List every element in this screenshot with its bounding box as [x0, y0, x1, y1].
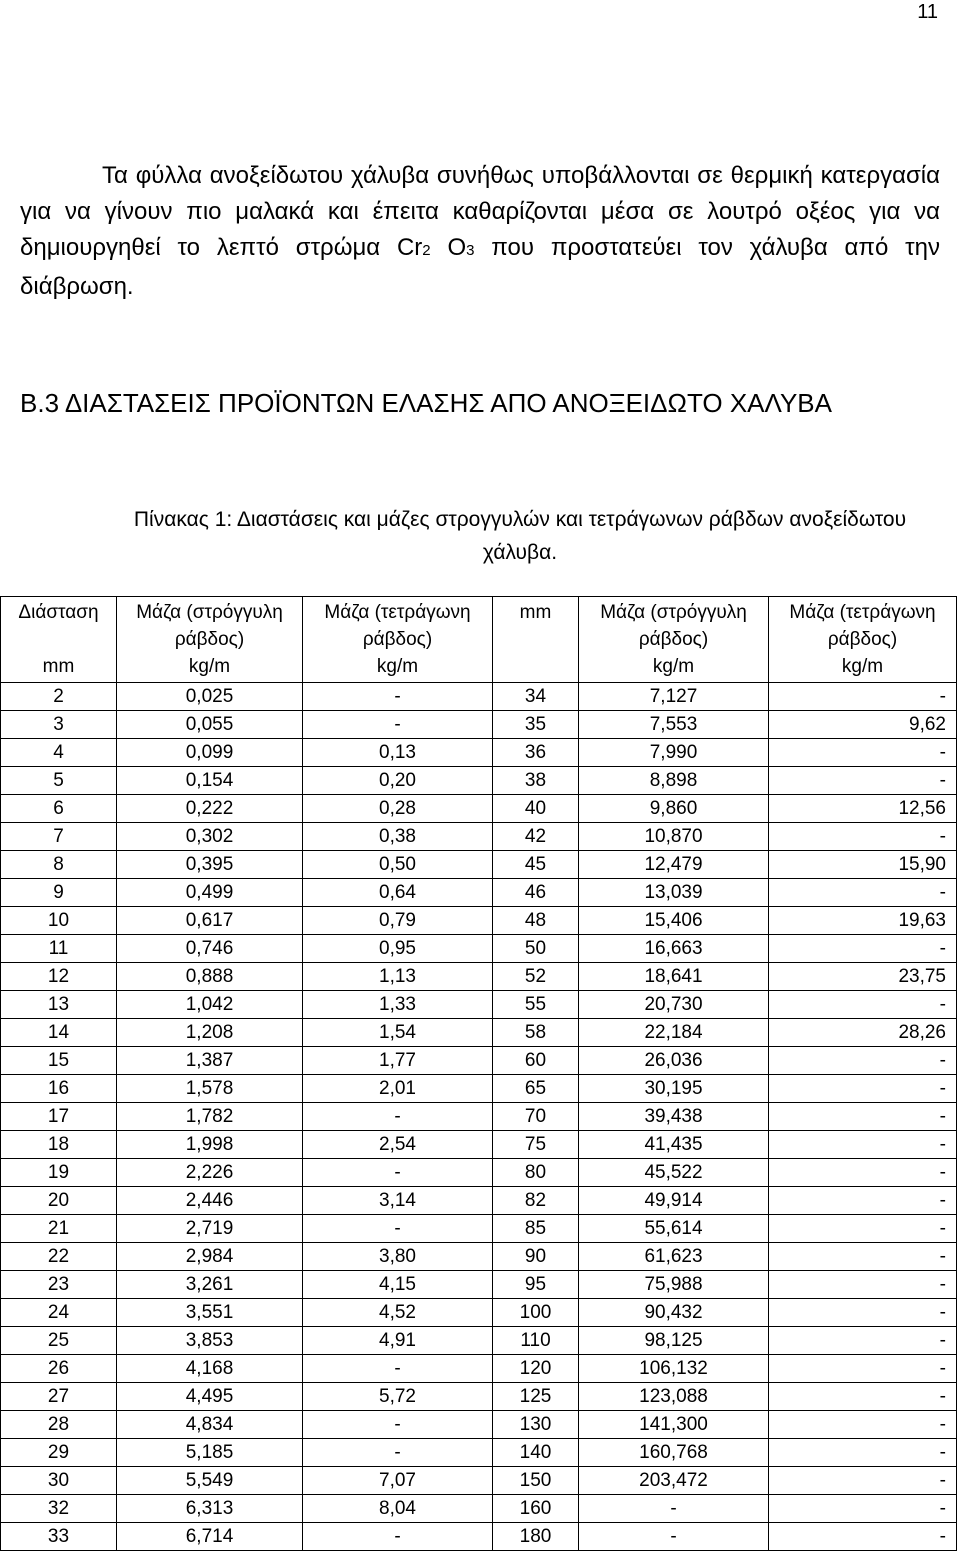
- table-row: [1, 1271, 957, 1299]
- cell-square-mass-2: -: [769, 935, 957, 963]
- cell-dimension: 5: [1, 767, 117, 795]
- cell-square-mass-2: -: [769, 1439, 957, 1467]
- table-row: [1, 1523, 957, 1551]
- cell-dimension-2: 46: [493, 879, 579, 907]
- table-row: [1, 711, 957, 739]
- cell-round-mass-2: 30,195: [579, 1075, 769, 1103]
- cell-square-mass: -: [303, 1103, 493, 1131]
- cell-dimension-2: 55: [493, 991, 579, 1019]
- cell-round-mass-2: 22,184: [579, 1019, 769, 1047]
- cell-square-mass: 5,72: [303, 1383, 493, 1411]
- table-row: [1, 991, 957, 1019]
- cell-round-mass: 0,888: [117, 963, 303, 991]
- table-row: [1, 1411, 957, 1439]
- table-body: [1, 683, 957, 1551]
- cell-round-mass-2: 49,914: [579, 1187, 769, 1215]
- cell-square-mass-2: -: [769, 1327, 957, 1355]
- cell-round-mass-2: 39,438: [579, 1103, 769, 1131]
- cell-dimension-2: 95: [493, 1271, 579, 1299]
- cell-dimension-2: 38: [493, 767, 579, 795]
- cell-dimension: 12: [1, 963, 117, 991]
- table-row: [1, 1383, 957, 1411]
- cell-square-mass-2: 19,63: [769, 907, 957, 935]
- cell-square-mass: 0,38: [303, 823, 493, 851]
- table-header-row: [1, 597, 957, 683]
- cell-dimension: 32: [1, 1495, 117, 1523]
- cell-round-mass: 0,302: [117, 823, 303, 851]
- cell-round-mass: 6,714: [117, 1523, 303, 1551]
- table-row: [1, 1159, 957, 1187]
- cell-round-mass-2: 55,614: [579, 1215, 769, 1243]
- table-row: [1, 1103, 957, 1131]
- cell-dimension-2: 48: [493, 907, 579, 935]
- cell-round-mass: 0,746: [117, 935, 303, 963]
- cell-square-mass: 1,54: [303, 1019, 493, 1047]
- cell-dimension-2: 34: [493, 683, 579, 711]
- cell-dimension: 22: [1, 1243, 117, 1271]
- header-mm: mm: [493, 597, 579, 683]
- cell-square-mass-2: -: [769, 1215, 957, 1243]
- cell-dimension: 21: [1, 1215, 117, 1243]
- cell-round-mass-2: -: [579, 1495, 769, 1523]
- table-row: [1, 1299, 957, 1327]
- cell-square-mass-2: -: [769, 1411, 957, 1439]
- cell-dimension: 2: [1, 683, 117, 711]
- cell-square-mass: 1,13: [303, 963, 493, 991]
- cell-square-mass: -: [303, 1215, 493, 1243]
- table-row: [1, 767, 957, 795]
- cell-square-mass-2: -: [769, 991, 957, 1019]
- cell-round-mass-2: 9,860: [579, 795, 769, 823]
- cell-round-mass-2: 61,623: [579, 1243, 769, 1271]
- cell-dimension-2: 65: [493, 1075, 579, 1103]
- cell-square-mass-2: -: [769, 1159, 957, 1187]
- cell-round-mass: 5,185: [117, 1439, 303, 1467]
- cell-square-mass: 2,54: [303, 1131, 493, 1159]
- cell-dimension-2: 80: [493, 1159, 579, 1187]
- cell-dimension: 26: [1, 1355, 117, 1383]
- table-row: [1, 1467, 957, 1495]
- cell-square-mass: -: [303, 683, 493, 711]
- table-row: [1, 1019, 957, 1047]
- cell-dimension: 33: [1, 1523, 117, 1551]
- cell-round-mass-2: 41,435: [579, 1131, 769, 1159]
- cell-dimension: 27: [1, 1383, 117, 1411]
- cell-dimension: 17: [1, 1103, 117, 1131]
- cell-dimension: 10: [1, 907, 117, 935]
- cell-dimension: 23: [1, 1271, 117, 1299]
- cell-dimension-2: 160: [493, 1495, 579, 1523]
- cell-round-mass: 2,226: [117, 1159, 303, 1187]
- cell-square-mass-2: 15,90: [769, 851, 957, 879]
- cell-round-mass: 6,313: [117, 1495, 303, 1523]
- cell-dimension-2: 35: [493, 711, 579, 739]
- cell-square-mass: 0,20: [303, 767, 493, 795]
- cell-square-mass-2: -: [769, 1187, 957, 1215]
- cell-round-mass: 0,099: [117, 739, 303, 767]
- cell-round-mass: 0,617: [117, 907, 303, 935]
- header-square-mass-2: Μάζα (τετράγωνη ράβδος) kg/m: [769, 597, 957, 683]
- cell-round-mass-2: 7,127: [579, 683, 769, 711]
- header-dimension-mm: Διάσταση mm: [1, 597, 117, 683]
- cell-dimension: 14: [1, 1019, 117, 1047]
- cell-round-mass: 0,154: [117, 767, 303, 795]
- table-row: [1, 1355, 957, 1383]
- cell-dimension: 28: [1, 1411, 117, 1439]
- cell-round-mass-2: 203,472: [579, 1467, 769, 1495]
- cell-dimension-2: 100: [493, 1299, 579, 1327]
- cell-dimension-2: 82: [493, 1187, 579, 1215]
- cell-dimension: 7: [1, 823, 117, 851]
- cell-dimension-2: 45: [493, 851, 579, 879]
- cell-round-mass-2: 7,553: [579, 711, 769, 739]
- paragraph-subscript-2: 3: [466, 242, 475, 259]
- cell-square-mass-2: -: [769, 1355, 957, 1383]
- cell-square-mass: -: [303, 711, 493, 739]
- cell-dimension: 24: [1, 1299, 117, 1327]
- cell-square-mass-2: -: [769, 1243, 957, 1271]
- cell-square-mass-2: -: [769, 1075, 957, 1103]
- cell-round-mass: 5,549: [117, 1467, 303, 1495]
- table-caption: Πίνακας 1: Διαστάσεις και μάζες στρογγυλών και τετράγωνων ράβδων ανοξείδωτου χάλυβα.: [133, 508, 907, 564]
- cell-round-mass-2: 15,406: [579, 907, 769, 935]
- cell-square-mass-2: -: [769, 1271, 957, 1299]
- cell-round-mass-2: 18,641: [579, 963, 769, 991]
- cell-round-mass: 4,495: [117, 1383, 303, 1411]
- cell-round-mass-2: 26,036: [579, 1047, 769, 1075]
- cell-square-mass-2: -: [769, 1523, 957, 1551]
- paragraph-text-3: που προστατεύει τον χάλυβα από την διάβρωση.: [20, 234, 940, 300]
- table-row: [1, 1075, 957, 1103]
- table-row: [1, 1187, 957, 1215]
- table-row: [1, 1047, 957, 1075]
- cell-round-mass-2: 98,125: [579, 1327, 769, 1355]
- cell-dimension: 16: [1, 1075, 117, 1103]
- cell-square-mass-2: -: [769, 1103, 957, 1131]
- cell-square-mass-2: -: [769, 1383, 957, 1411]
- cell-dimension: 25: [1, 1327, 117, 1355]
- cell-dimension-2: 130: [493, 1411, 579, 1439]
- cell-dimension-2: 50: [493, 935, 579, 963]
- cell-round-mass-2: 141,300: [579, 1411, 769, 1439]
- cell-round-mass-2: 16,663: [579, 935, 769, 963]
- cell-square-mass: -: [303, 1355, 493, 1383]
- cell-dimension: 8: [1, 851, 117, 879]
- cell-dimension-2: 90: [493, 1243, 579, 1271]
- table-row: [1, 795, 957, 823]
- cell-square-mass-2: 28,26: [769, 1019, 957, 1047]
- cell-dimension: 18: [1, 1131, 117, 1159]
- dimensions-mass-table: [0, 596, 957, 1551]
- cell-round-mass: 0,395: [117, 851, 303, 879]
- cell-square-mass: 3,80: [303, 1243, 493, 1271]
- table-row: [1, 683, 957, 711]
- cell-round-mass: 1,578: [117, 1075, 303, 1103]
- table-row: [1, 823, 957, 851]
- cell-round-mass-2: 75,988: [579, 1271, 769, 1299]
- cell-round-mass: 1,042: [117, 991, 303, 1019]
- cell-square-mass-2: -: [769, 1047, 957, 1075]
- cell-round-mass: 3,551: [117, 1299, 303, 1327]
- cell-square-mass: 1,33: [303, 991, 493, 1019]
- cell-square-mass-2: -: [769, 1131, 957, 1159]
- body-paragraph: [20, 158, 940, 305]
- table-row: [1, 935, 957, 963]
- cell-round-mass-2: -: [579, 1523, 769, 1551]
- cell-round-mass-2: 20,730: [579, 991, 769, 1019]
- table-row: [1, 1215, 957, 1243]
- cell-square-mass-2: -: [769, 1299, 957, 1327]
- header-round-mass-2: Μάζα (στρόγγυλη ράβδος) kg/m: [579, 597, 769, 683]
- cell-round-mass: 3,853: [117, 1327, 303, 1355]
- cell-square-mass-2: -: [769, 823, 957, 851]
- cell-round-mass: 1,208: [117, 1019, 303, 1047]
- cell-round-mass: 2,446: [117, 1187, 303, 1215]
- cell-dimension-2: 42: [493, 823, 579, 851]
- cell-dimension: 3: [1, 711, 117, 739]
- cell-square-mass: 4,91: [303, 1327, 493, 1355]
- table-row: [1, 1327, 957, 1355]
- cell-square-mass: -: [303, 1523, 493, 1551]
- cell-dimension: 9: [1, 879, 117, 907]
- cell-round-mass: 1,998: [117, 1131, 303, 1159]
- table-row: [1, 1243, 957, 1271]
- cell-dimension-2: 52: [493, 963, 579, 991]
- cell-square-mass: 4,15: [303, 1271, 493, 1299]
- cell-round-mass: 0,055: [117, 711, 303, 739]
- table-row: [1, 907, 957, 935]
- cell-dimension-2: 85: [493, 1215, 579, 1243]
- table-row: [1, 1131, 957, 1159]
- table-row: [1, 851, 957, 879]
- section-heading: Β.3 ΔΙΑΣΤΑΣΕΙΣ ΠΡΟΪΟΝΤΩΝ ΕΛΑΣΗΣ ΑΠΟ ΑΝΟΞΕΙΔΩΤΟ ΧΑΛΥΒΑ: [20, 388, 832, 418]
- cell-round-mass: 4,834: [117, 1411, 303, 1439]
- cell-dimension-2: 150: [493, 1467, 579, 1495]
- cell-dimension: 30: [1, 1467, 117, 1495]
- cell-dimension: 15: [1, 1047, 117, 1075]
- cell-square-mass-2: -: [769, 1495, 957, 1523]
- cell-round-mass: 4,168: [117, 1355, 303, 1383]
- cell-square-mass-2: -: [769, 683, 957, 711]
- cell-round-mass-2: 12,479: [579, 851, 769, 879]
- table-row: [1, 1495, 957, 1523]
- cell-square-mass: 8,04: [303, 1495, 493, 1523]
- cell-square-mass-2: 23,75: [769, 963, 957, 991]
- cell-dimension: 4: [1, 739, 117, 767]
- cell-dimension-2: 120: [493, 1355, 579, 1383]
- cell-round-mass-2: 90,432: [579, 1299, 769, 1327]
- cell-round-mass-2: 106,132: [579, 1355, 769, 1383]
- cell-square-mass-2: 12,56: [769, 795, 957, 823]
- cell-square-mass: -: [303, 1159, 493, 1187]
- table-row: [1, 879, 957, 907]
- cell-dimension-2: 75: [493, 1131, 579, 1159]
- cell-square-mass: 0,79: [303, 907, 493, 935]
- cell-dimension-2: 180: [493, 1523, 579, 1551]
- cell-round-mass: 1,782: [117, 1103, 303, 1131]
- cell-dimension: 29: [1, 1439, 117, 1467]
- cell-square-mass-2: -: [769, 879, 957, 907]
- cell-square-mass: 7,07: [303, 1467, 493, 1495]
- cell-square-mass: 0,13: [303, 739, 493, 767]
- cell-dimension: 13: [1, 991, 117, 1019]
- cell-dimension-2: 58: [493, 1019, 579, 1047]
- header-square-mass: Μάζα (τετράγωνη ράβδος) kg/m: [303, 597, 493, 683]
- cell-round-mass: 2,719: [117, 1215, 303, 1243]
- cell-round-mass: 0,025: [117, 683, 303, 711]
- header-round-mass: Μάζα (στρόγγυλη ράβδος) kg/m: [117, 597, 303, 683]
- cell-round-mass-2: 7,990: [579, 739, 769, 767]
- paragraph-text-2: O: [430, 234, 467, 261]
- cell-square-mass: -: [303, 1439, 493, 1467]
- cell-dimension: 20: [1, 1187, 117, 1215]
- cell-square-mass: -: [303, 1411, 493, 1439]
- cell-round-mass: 0,222: [117, 795, 303, 823]
- paragraph-text-1: Τα φύλλα ανοξείδωτου χάλυβα συνήθως υποβάλλονται σε θερμική κατεργασία για να γίνουν πιο μαλακά και έπειτα καθαρίζονται μέσα σε λουτρό οξέος για να δημιουργηθεί το λεπτό στρώμα Cr: [20, 162, 940, 261]
- cell-square-mass: 3,14: [303, 1187, 493, 1215]
- cell-dimension: 19: [1, 1159, 117, 1187]
- cell-square-mass: 0,50: [303, 851, 493, 879]
- cell-dimension-2: 125: [493, 1383, 579, 1411]
- cell-round-mass: 2,984: [117, 1243, 303, 1271]
- cell-round-mass-2: 13,039: [579, 879, 769, 907]
- cell-round-mass-2: 8,898: [579, 767, 769, 795]
- cell-dimension: 11: [1, 935, 117, 963]
- cell-dimension-2: 60: [493, 1047, 579, 1075]
- cell-square-mass: 0,95: [303, 935, 493, 963]
- cell-square-mass: 1,77: [303, 1047, 493, 1075]
- cell-square-mass: 0,64: [303, 879, 493, 907]
- table-row: [1, 963, 957, 991]
- cell-round-mass: 0,499: [117, 879, 303, 907]
- cell-dimension-2: 140: [493, 1439, 579, 1467]
- cell-square-mass: 2,01: [303, 1075, 493, 1103]
- cell-square-mass-2: -: [769, 739, 957, 767]
- cell-square-mass-2: -: [769, 767, 957, 795]
- cell-square-mass-2: -: [769, 1467, 957, 1495]
- cell-dimension-2: 36: [493, 739, 579, 767]
- paragraph-subscript-1: 2: [422, 242, 431, 259]
- page-number: 11: [917, 1, 938, 23]
- cell-dimension-2: 70: [493, 1103, 579, 1131]
- cell-square-mass: 0,28: [303, 795, 493, 823]
- cell-dimension-2: 110: [493, 1327, 579, 1355]
- cell-dimension-2: 40: [493, 795, 579, 823]
- cell-round-mass: 3,261: [117, 1271, 303, 1299]
- cell-dimension: 6: [1, 795, 117, 823]
- cell-round-mass-2: 10,870: [579, 823, 769, 851]
- cell-square-mass: 4,52: [303, 1299, 493, 1327]
- cell-round-mass-2: 123,088: [579, 1383, 769, 1411]
- cell-round-mass-2: 160,768: [579, 1439, 769, 1467]
- cell-round-mass: 1,387: [117, 1047, 303, 1075]
- cell-round-mass-2: 45,522: [579, 1159, 769, 1187]
- table-row: [1, 1439, 957, 1467]
- table-row: [1, 739, 957, 767]
- cell-square-mass-2: 9,62: [769, 711, 957, 739]
